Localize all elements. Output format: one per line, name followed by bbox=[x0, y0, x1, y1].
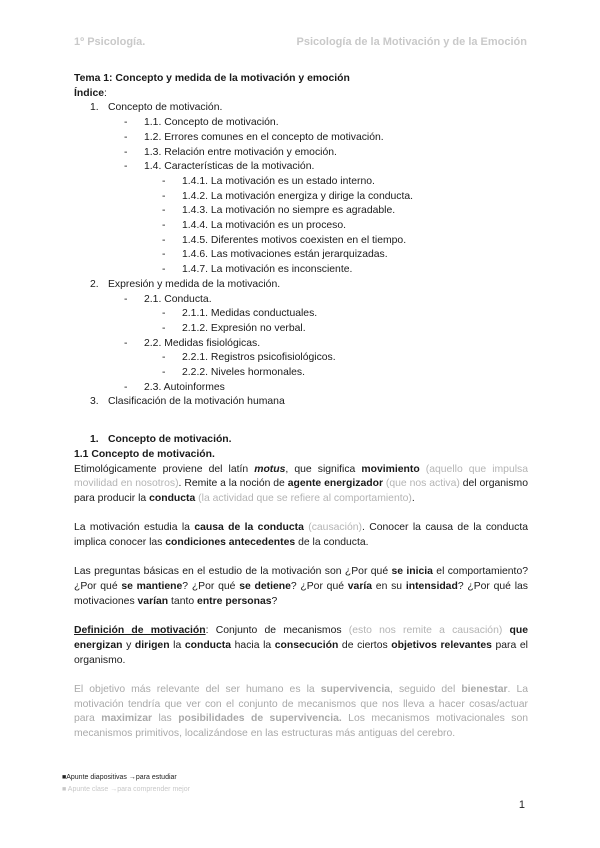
toc-item-text: 1.4.3. La motivación no siempre es agradable. bbox=[182, 205, 396, 217]
toc-item bbox=[124, 381, 528, 396]
text-run: entre personas bbox=[197, 595, 272, 607]
toc-item bbox=[124, 293, 528, 308]
toc-item-dash: - bbox=[162, 308, 166, 320]
text-run: La motivación estudia la bbox=[74, 522, 195, 534]
text-run: conducta bbox=[184, 639, 232, 651]
text-run: varían bbox=[137, 595, 169, 607]
text-run: se inicia bbox=[391, 566, 433, 578]
text-run: objetivos relevantes bbox=[391, 639, 492, 651]
toc-item-text: 1.4.5. Diferentes motivos coexisten en el tiempo. bbox=[182, 234, 407, 246]
text-run: se detiene bbox=[239, 581, 291, 593]
text-run: y bbox=[122, 639, 135, 651]
text-run: de la conducta. bbox=[295, 537, 369, 549]
text-run: Los mecanismos motivacionales son mecanismos primitivos, localizándose en las estructuras más antiguas del cerebro. bbox=[74, 713, 529, 740]
toc-item-text: 2.2. Medidas fisiológicas. bbox=[144, 337, 261, 349]
text-run: . bbox=[411, 492, 415, 504]
toc-item-text: 1.4.2. La motivación energiza y dirige la conducta. bbox=[182, 190, 414, 202]
header-subject: Psicología de la Motivación y de la Emoción bbox=[296, 36, 527, 48]
text-run: que energizan bbox=[74, 625, 528, 651]
text-run: varía bbox=[347, 581, 373, 593]
text-run: posibilidades de supervivencia. bbox=[178, 713, 342, 725]
toc-item-text: 1.3. Relación entre motivación y emoción. bbox=[144, 146, 337, 158]
toc-item bbox=[162, 248, 528, 263]
toc-item-dash: - bbox=[162, 367, 166, 379]
text-run: dirigen bbox=[134, 639, 170, 651]
toc-item bbox=[124, 146, 528, 161]
toc-item-number: 2. bbox=[90, 278, 99, 290]
text-run: motus bbox=[254, 463, 286, 475]
toc-item bbox=[162, 263, 528, 278]
toc-item-dash: - bbox=[124, 293, 128, 305]
toc-item-text: 1.4.7. La motivación es inconsciente. bbox=[182, 264, 353, 276]
index-label: Índice bbox=[74, 87, 105, 99]
text-run: ? ¿Por qué las motivaciones bbox=[74, 581, 528, 607]
text-run: ? bbox=[271, 595, 278, 607]
index-heading bbox=[74, 87, 528, 102]
section-title: Concepto de motivación. bbox=[108, 434, 232, 446]
text-run: Definición de motivación bbox=[74, 625, 206, 637]
toc-item-dash: - bbox=[162, 205, 166, 217]
toc-item-text: 2.1. Conducta. bbox=[144, 293, 212, 305]
text-run: movimiento bbox=[361, 463, 420, 475]
text-run: (aquello que impulsa movilidad en nosotros) bbox=[74, 463, 529, 490]
text-run: , seguido del bbox=[390, 684, 462, 696]
toc-item bbox=[124, 131, 528, 146]
paragraph bbox=[74, 565, 528, 609]
toc-item-text: 1.4.6. Las motivaciones están jerarquizadas. bbox=[182, 249, 388, 261]
toc-item-text: 2.3. Autoinformes bbox=[144, 381, 225, 393]
toc-item bbox=[162, 351, 528, 366]
toc-item-dash: - bbox=[124, 161, 128, 173]
text-run: . La motivación tendría que ver con el conjunto de mecanismos que nos lleva a hacer cosas/actuar para bbox=[74, 684, 529, 725]
text-run: . Remite a la noción de bbox=[178, 478, 288, 490]
paragraph bbox=[74, 463, 528, 507]
text-run: bienestar bbox=[461, 684, 508, 696]
text-run: ? ¿Por qué bbox=[182, 581, 240, 593]
section-number: 1. bbox=[90, 434, 99, 446]
toc-item-text: 1.4. Características de la motivación. bbox=[144, 161, 315, 173]
page-number: 1 bbox=[518, 799, 525, 811]
toc-item-text: 2.1.1. Medidas conductuales. bbox=[182, 308, 318, 320]
text-run: ? ¿Por qué bbox=[290, 581, 348, 593]
text-run: causa de la conducta bbox=[194, 522, 304, 534]
toc-item-dash: - bbox=[124, 117, 128, 129]
index-colon: : bbox=[104, 87, 107, 99]
toc-item-number: 3. bbox=[90, 396, 99, 408]
toc-item bbox=[162, 307, 528, 322]
text-run: las bbox=[152, 713, 179, 725]
toc-item-text: Expresión y medida de la motivación. bbox=[108, 278, 281, 290]
toc-item bbox=[124, 116, 528, 131]
section-heading bbox=[90, 433, 528, 448]
toc-item bbox=[162, 204, 528, 219]
text-run: agente energizador bbox=[287, 478, 383, 490]
toc-item-text: 2.1.2. Expresión no verbal. bbox=[182, 322, 306, 334]
toc-item-dash: - bbox=[124, 146, 128, 158]
toc-item bbox=[90, 278, 528, 293]
document-title: Tema 1: Concepto y medida de la motivación y emoción bbox=[74, 73, 350, 84]
toc-item-dash: - bbox=[124, 131, 128, 143]
toc-item bbox=[162, 234, 528, 249]
subsection-heading: 1.1 Concepto de motivación. bbox=[74, 448, 215, 460]
toc-item-dash: - bbox=[162, 249, 166, 261]
text-run bbox=[502, 625, 509, 636]
text-run: hacia la bbox=[231, 639, 275, 651]
text-run: , que significa bbox=[285, 463, 362, 475]
text-run: : Conjunto de mecanismos bbox=[205, 625, 349, 637]
toc-item-text: 1.4.1. La motivación es un estado interno. bbox=[182, 175, 375, 187]
toc-item-text: 1.4.4. La motivación es un proceso. bbox=[182, 220, 347, 232]
text-run: conducta bbox=[149, 492, 196, 504]
text-run: intensidad bbox=[405, 581, 458, 593]
text-run: supervivencia bbox=[320, 684, 391, 696]
toc-item-dash: - bbox=[162, 234, 166, 246]
text-run: Etimológicamente proviene del latín bbox=[74, 463, 255, 475]
toc-item-dash: - bbox=[124, 381, 128, 393]
text-run: condiciones antecedentes bbox=[165, 537, 296, 549]
toc-item bbox=[124, 160, 528, 175]
text-run: de ciertos bbox=[338, 639, 392, 651]
text-run: se mantiene bbox=[121, 581, 183, 593]
toc-item bbox=[162, 219, 528, 234]
text-run: (la actividad que se refiere al comportamiento) bbox=[198, 492, 412, 504]
text-run: del organismo para producir la bbox=[74, 478, 528, 504]
toc-item-text: 1.2. Errores comunes en el concepto de motivación. bbox=[144, 131, 384, 143]
toc-item-number: 1. bbox=[90, 102, 99, 114]
text-run: . Conocer la causa de la conducta implica conocer las bbox=[74, 522, 528, 549]
toc-item-dash: - bbox=[124, 337, 128, 349]
body-paragraphs bbox=[74, 463, 528, 742]
toc-item-dash: - bbox=[162, 190, 166, 202]
toc-item bbox=[162, 366, 528, 381]
toc-item-text: 2.2.1. Registros psicofisiológicos. bbox=[182, 352, 336, 364]
toc-item-dash: - bbox=[162, 264, 166, 276]
paragraph bbox=[74, 683, 528, 742]
text-run: consecución bbox=[274, 639, 339, 651]
table-of-contents bbox=[74, 101, 528, 410]
toc-item-text: Clasificación de la motivación humana bbox=[108, 396, 285, 408]
paragraph bbox=[74, 521, 528, 550]
text-run: El objetivo más relevante del ser humano es la bbox=[74, 684, 321, 696]
toc-item bbox=[162, 190, 528, 205]
text-run: maximizar bbox=[101, 713, 153, 725]
toc-item bbox=[162, 175, 528, 190]
header-course: 1º Psicología. bbox=[74, 36, 146, 48]
toc-item bbox=[124, 337, 528, 352]
toc-item bbox=[90, 395, 528, 410]
toc-item-text: 2.2.2. Niveles hormonales. bbox=[182, 367, 306, 379]
text-run: tanto bbox=[168, 595, 198, 607]
text-run: (esto nos remite a causación) bbox=[348, 625, 503, 637]
text-run: Las preguntas básicas en el estudio de la motivación son ¿Por qué bbox=[74, 566, 392, 578]
toc-item-dash: - bbox=[162, 220, 166, 232]
paragraph bbox=[74, 624, 528, 668]
toc-item-text: 1.1. Concepto de motivación. bbox=[144, 117, 279, 129]
text-run: (que nos activa) bbox=[385, 478, 460, 490]
toc-item-dash: - bbox=[162, 175, 166, 187]
toc-item bbox=[162, 322, 528, 337]
toc-item bbox=[90, 101, 528, 116]
toc-item-text: Concepto de motivación. bbox=[108, 102, 223, 114]
toc-item-dash: - bbox=[162, 352, 166, 364]
text-run: en su bbox=[372, 581, 406, 593]
text-run: (causación) bbox=[308, 522, 362, 534]
text-run: para el organismo. bbox=[74, 639, 528, 666]
legend-class: ■ Apunte clase →para comprender mejor bbox=[62, 786, 190, 793]
text-run: la bbox=[169, 639, 185, 651]
text-run: el comportamiento? ¿Por qué bbox=[74, 566, 529, 593]
legend-slides: ■Apunte diapositivas →para estudiar bbox=[62, 774, 177, 781]
document-body bbox=[74, 72, 528, 742]
toc-item-dash: - bbox=[162, 322, 166, 334]
